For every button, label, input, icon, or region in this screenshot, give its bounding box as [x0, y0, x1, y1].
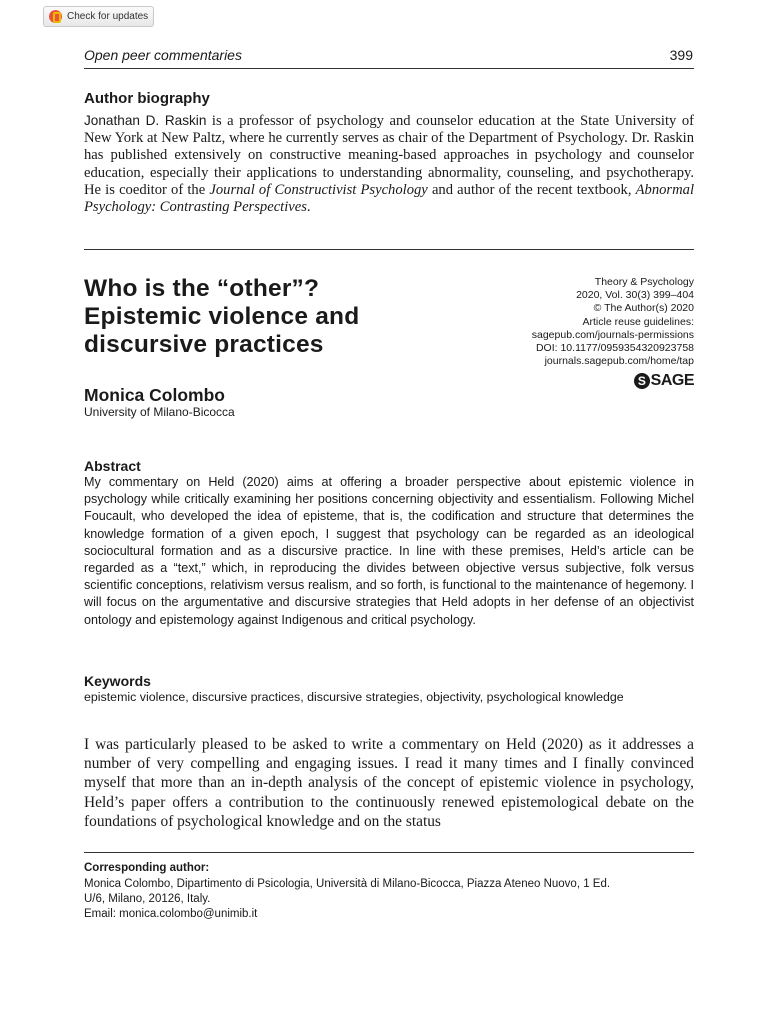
- corresponding-address-2: U/6, Milano, 20126, Italy.: [84, 893, 211, 906]
- author-affiliation: University of Milano-Bicocca: [84, 405, 235, 419]
- corresponding-address-1: Monica Colombo, Dipartimento di Psicologia, Università di Milano-Bicocca, Piazza Ateneo Nuovo, 1 Ed.: [84, 878, 611, 890]
- journal-info: [444, 276, 694, 368]
- bio-heading: Author biography: [84, 90, 210, 107]
- keywords-heading: Keywords: [84, 673, 151, 689]
- article-title: [84, 275, 414, 359]
- footnote-divider: [84, 852, 694, 853]
- bio-book-title: Abnormal Psychology: Contrasting Perspectives: [84, 181, 694, 216]
- check-for-updates-label: Check for updates: [67, 11, 149, 22]
- abstract-heading: Abstract: [84, 458, 141, 474]
- body-paragraph: I was particularly pleased to be asked to write a commentary on Held (2020) as it addresses a number of very compelling and engaging issues. I read it many times and I finally convinced myself that more than an in-depth analysis of the concept of epistemic violence in psychology, Held’s paper offers a contribution to the continuously renewed epistemological debate on the foundations of psychological knowledge and on the status: [84, 736, 694, 830]
- bio-text-2: and author of the recent textbook,: [427, 181, 636, 198]
- article-title-line-2: Epistemic violence and: [84, 303, 360, 330]
- article-title-line-1: Who is the “other”?: [84, 275, 320, 302]
- bio-text-3: .: [306, 199, 311, 216]
- check-for-updates-button[interactable]: [43, 6, 154, 27]
- corresponding-heading: Corresponding author:: [84, 862, 210, 874]
- article-title-line-3: discursive practices: [84, 331, 324, 358]
- bio-journal-title: Journal of Constructivist Psychology: [209, 181, 428, 198]
- sage-logo-text: SAGE: [650, 372, 694, 389]
- keywords-text: epistemic violence, discursive practices, discursive strategies, objectivity, psychological knowledge: [84, 690, 624, 704]
- crossmark-icon: [49, 10, 62, 23]
- article-divider: [84, 249, 694, 250]
- corresponding-email[interactable]: Email: monica.colombo@unimib.it: [84, 908, 258, 921]
- page-number: 399: [669, 47, 693, 63]
- bio-paragraph: [84, 112, 694, 216]
- article-author: Monica Colombo: [84, 385, 225, 405]
- reuse-label: Article reuse guidelines:: [582, 315, 694, 328]
- running-head: Open peer commentaries: [84, 47, 242, 63]
- abstract-text: My commentary on Held (2020) aims at offering a broader perspective about epistemic violence in psychology while critically examining her positions concerning objectivity and essentialism. Following Michel Foucault, who developed the idea of episteme, that is, the codification and structure that determines the knowledge formation of a given epoch, I suggest that psychology can be regarded as an ideological sociocultural formation and as a discursive practice. In line with these premises, Held’s article can be regarded as a “text,” which, in reproducing the divides between objective versus subjective, folk versus scientific conceptions, relativism versus realism, and so forth, is functional to the maintenance of hegemony. I will focus on the argumentative and discursive strategies that Held adopts in her defense of an objectivist ontology and epistemology against Indigenous and critical psychology.: [84, 475, 694, 627]
- corresponding-details: [84, 877, 684, 923]
- sage-logo: [634, 372, 694, 390]
- bio-author-name: Jonathan D. Raskin: [84, 113, 207, 128]
- sage-logo-icon: S: [634, 373, 650, 389]
- journal-home-link[interactable]: journals.sagepub.com/home/tap: [544, 355, 694, 368]
- doi[interactable]: DOI: 10.1177/0959354320923758: [535, 342, 694, 355]
- copyright: © The Author(s) 2020: [593, 302, 694, 315]
- permissions-link[interactable]: sagepub.com/journals-permissions: [531, 328, 694, 341]
- bio-text-1: is a professor of psychology and counselor education at the State University of New York at New Paltz, where he currently serves as chair of the Department of Psychology. Dr. Raskin has published extensively on constructive meaning-based approaches in psychology and counselor education, especially their applications to understanding abnormality, counseling, and psychotherapy. He is coeditor of the: [84, 113, 694, 198]
- journal-name: Theory & Psychology: [594, 276, 694, 288]
- journal-volume: 2020, Vol. 30(3) 399–404: [576, 289, 694, 302]
- header-divider: [84, 68, 694, 69]
